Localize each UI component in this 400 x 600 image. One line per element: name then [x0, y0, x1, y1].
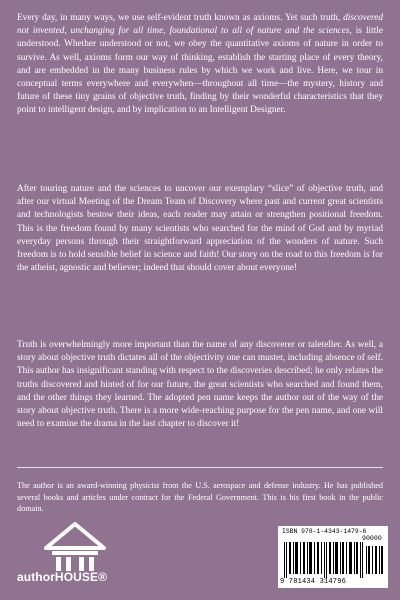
publisher-name: authorHOUSE® — [17, 570, 108, 584]
isbn-barcode — [278, 526, 388, 588]
blurb-paragraph-1-start: Every day, in many ways, we use self-evident truth known as axioms. Yet such truth, — [17, 13, 344, 23]
blurb-paragraph-1 — [17, 12, 383, 118]
blurb-paragraph-1-end: is little understood. Whether understood or not, we obey the quantitative axioms of nature in order to survive. As well, axioms form our way of thinking, establish the starting place of every theory, and are embedded in the many business rules by which we work and live. Here, we tour in conceptual terms everywhere and everywhen—throughout all time—the mystery, history and future of these tiny grains of objective truth, finding by their wonderful characteristics that they point to intelligent design, and by implication to an Intelligent Designer. — [17, 26, 383, 116]
blurb-italic-phrase: discovered not invented, unchanging for all time, foundational to all of nature and the sciences, — [17, 13, 383, 37]
divider-line — [17, 467, 383, 468]
barcode-bars-icon — [282, 536, 384, 578]
isbn-label: ISBN 978-1-4343-1479-6 — [282, 528, 367, 535]
blurb-paragraph-3: Truth is overwhelmingly more important than the name of any discoverer or taleteller. As well, a story about objective truth dictates all of the objectivity one can muster, including absence of self. This author has insignificant standing with respect to the discoveries described; he only relates the truths discovered and hinted of for our future, the great scientists who searched and found them, and the other things they learned. The adopted pen name keeps the author out of the way of the story about objective truth. There is a more wide-reaching purpose for the pen name, and one will need to examine the drama in the last chapter to discover it! — [17, 340, 383, 430]
author-bio: The author is an award-winning physicist from the U.S. aerospace and defense industry. He has published several books and articles under contract for the Federal Government. This is his first book in the public domain. — [17, 481, 383, 514]
price-code: 90000 — [362, 535, 382, 542]
authorhouse-logo-icon — [40, 518, 110, 578]
blurb-paragraph-2: After touring nature and the sciences to uncover our exemplary “slice” of objective truth, and after our virtual Meeting of the Dream Team of Discovery where past and current great scientists and technologists bestow their ideas, each reader may attain or strengthen positional freedom. This is the freedom found by many scientists who searched for the mind of God and by myriad everyday persons through their straightforward appreciation of the wonders of nature. Such freedom is to hold sensible belief in science and faith! Our story on the road to this freedom is for the atheist, agnostic and believer; indeed that should cover about everyone! — [17, 184, 383, 274]
barcode-number: 9 781434 314796 — [280, 578, 347, 586]
